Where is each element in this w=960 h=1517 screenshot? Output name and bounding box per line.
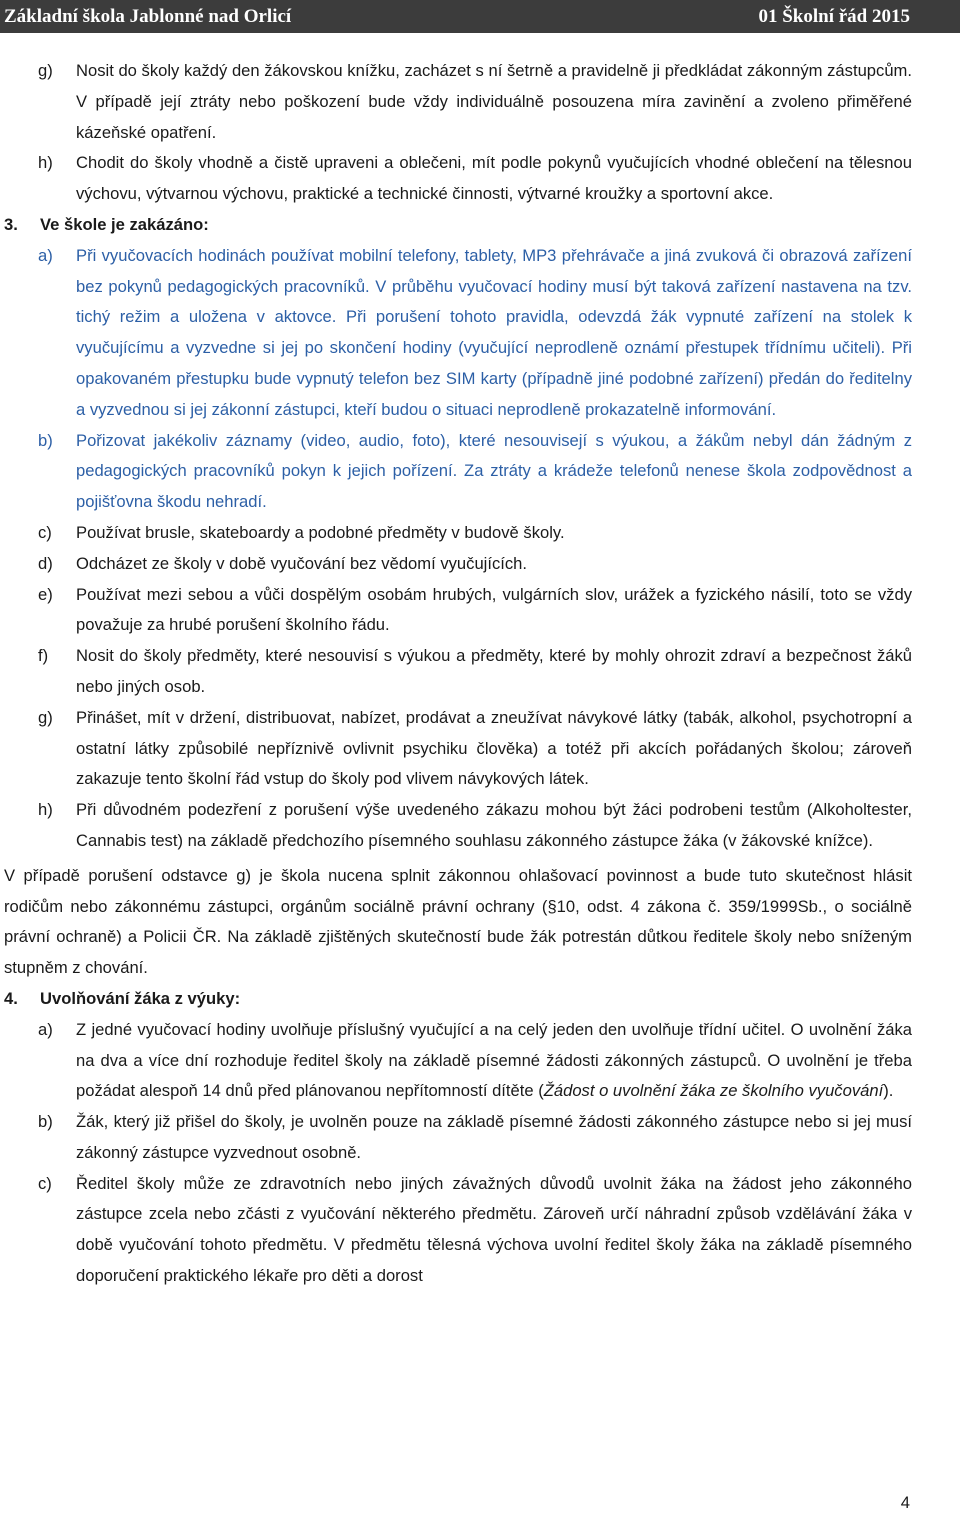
- list-item: [0, 580, 960, 642]
- list-item: [0, 518, 960, 549]
- page-number: 4: [900, 1493, 910, 1512]
- list-item: [0, 56, 960, 148]
- header-document-title: 01 Školní řád 2015: [758, 5, 910, 27]
- list-item-label: f): [38, 646, 49, 666]
- list-item-text: Z jedné vyučovací hodiny uvolňuje příslušný vyučující a na celý jeden den uvolňuje třídní učitel. O uvolnění žáka na dva a více dní rozhoduje ředitel školy na základě písemné žádosti zákonných zástupců. O uvolnění je třeba požádat alespoň 14 dnů před plánovanou nepřítomností dítěte (: [76, 1019, 912, 1101]
- list-item-text: Odcházet ze školy v době vyučování bez vědomí vyučujících.: [76, 553, 528, 573]
- list-item-label: e): [38, 584, 53, 604]
- document-body: [0, 56, 960, 1292]
- list-item-text: Používat mezi sebou a vůči dospělým osobám hrubých, vulgárních slov, urážek a fyzického násilí, toto se vždy považuje za hrubé porušení školního řádu.: [76, 584, 912, 635]
- list-item-text: Nosit do školy každý den žákovskou knížku, zacházet s ní šetrně a pravidelně ji předkládat zákonným zástupcům. V případě její ztráty nebo poškození bude vždy individuálně posouzena míra zavinění a zvoleno přiměřené kázeňské opatření.: [76, 61, 912, 142]
- list-item-label: b): [38, 430, 53, 450]
- section-title: Ve škole je zakázáno:: [40, 214, 209, 234]
- list-item-label: c): [38, 522, 52, 542]
- section-number: 4.: [4, 988, 18, 1008]
- list-item: [0, 703, 960, 795]
- list-item-label: a): [38, 245, 53, 265]
- list-item: [0, 1107, 960, 1169]
- form-name-italic: Žádost o uvolnění žáka ze školního vyučování: [543, 1081, 884, 1101]
- list-item: [0, 1169, 960, 1292]
- header-school-name: Základní škola Jablonné nad Orlicí: [4, 5, 292, 27]
- list-item-label: g): [38, 61, 53, 80]
- list-item: [0, 1015, 960, 1107]
- list-item-text: Při vyučovacích hodinách používat mobilní telefony, tablety, MP3 přehrávače a jiná zvuková či obrazová zařízení bez pokynů pedagogických pracovníků. V průběhu vyučovací hodiny musí být taková zařízení nastavena na tzv. tichý režim a uložena v aktovce. Při porušení tohoto pravidla, odevzdá žák vypnuté zařízení na stolek k vyučujícímu a vyzvedne si jej po skončení hodiny (vyučující neprodleně oznámí přestupek třídnímu učiteli). Při opakovaném přestupku bude vypnutý telefon bez SIM karty (případně jiné podobné zařízení) předán do ředitelny a vyzvednou si jej zákonní zástupci, kteří budou o situaci neprodleně prokazatelně informování.: [76, 245, 912, 419]
- list-item: [0, 549, 960, 580]
- section-heading: [0, 984, 960, 1015]
- section-number: 3.: [4, 214, 18, 234]
- section-paragraph: V případě porušení odstavce g) je škola nucena splnit zákonnou ohlašovací povinnost a bude tuto skutečnost hlásit rodičům nebo zákonnému zástupci, orgánům sociálně právní ochrany (§10, odst. 4 zákona č. 359/1999Sb., o sociálně právní ochraně) a Policii ČR. Na základě zjištěných skutečností bude žák potrestán důtkou ředitele školy nebo sníženým stupněm z chování.: [4, 865, 912, 978]
- list-item: [0, 148, 960, 210]
- list-item-text: Ředitel školy může ze zdravotních nebo jiných závažných důvodů uvolnit žáka na žádost jeho zákonného zástupce zcela nebo zčásti z vyučování některého předmětu. Zároveň určí náhradní způsob vzdělávání žáka v době vyučování tohoto předmětu. V předmětu tělesná výchova uvolní ředitel školy žáka na základě písemného doporučení praktického lékaře pro děti a dorost: [76, 1173, 912, 1286]
- list-item-text: Chodit do školy vhodně a čistě upraveni a oblečeni, mít podle pokynů vyučujících vhodné oblečení na tělesnou výchovu, výtvarnou výchovu, praktické a technické činnosti, výtvarné kroužky a sportovní akce.: [76, 153, 912, 204]
- list-item-label: h): [38, 153, 53, 173]
- list-item: [0, 641, 960, 703]
- list-item-text: Nosit do školy předměty, které nesouvisí s výukou a předměty, které by mohly ohrozit zdraví a bezpečnost žáků nebo jiných osob.: [76, 646, 912, 696]
- list-item-label: a): [38, 1019, 53, 1039]
- section-heading: [0, 210, 960, 241]
- list-item-text: Používat brusle, skateboardy a podobné předměty v budově školy.: [76, 522, 565, 542]
- list-item-text: Přinášet, mít v držení, distribuovat, nabízet, prodávat a zneužívat návykové látky (tabák, alkohol, psychotropní a ostatní látky způsobilé nepříznivě ovlivnit psychiku člověka) a totéž při akcích pořádaných školou; zároveň zakazuje tento školní řád vstup do školy pod vlivem návykových látek.: [76, 707, 912, 789]
- list-item: [0, 241, 960, 426]
- list-item-text: Pořizovat jakékoliv záznamy (video, audio, foto), které nesouvisejí s výukou, a žákům nebyl dán žádným z pedagogických pracovníků pokyn k jejich pořízení. Za ztráty a krádeže telefonů nenese škola zodpovědnost a pojišťovna škodu nehradí.: [76, 430, 912, 512]
- list-item-text-end: ).: [883, 1081, 894, 1101]
- section-title: Uvolňování žáka z výuky:: [40, 988, 241, 1008]
- list-item: [0, 795, 960, 857]
- list-item-label: c): [38, 1173, 52, 1193]
- list-item-label: h): [38, 800, 53, 820]
- list-item-label: b): [38, 1112, 53, 1132]
- list-item: [0, 426, 960, 518]
- list-item-label: g): [38, 707, 53, 727]
- list-item-label: d): [38, 553, 53, 573]
- list-item-text: Žák, který již přišel do školy, je uvolněn pouze na základě písemné žádosti zákonného zástupce nebo si jej musí zákonný zástupce vyzvednout osobně.: [76, 1112, 912, 1162]
- page-header: [0, 0, 960, 33]
- list-item-text: Při důvodném podezření z porušení výše uvedeného zákazu mohou být žáci podrobeni testům (Alkoholtester, Cannabis test) na základě předchozího písemného souhlasu zákonného zástupce žáka (v žákovské knížce).: [76, 800, 912, 850]
